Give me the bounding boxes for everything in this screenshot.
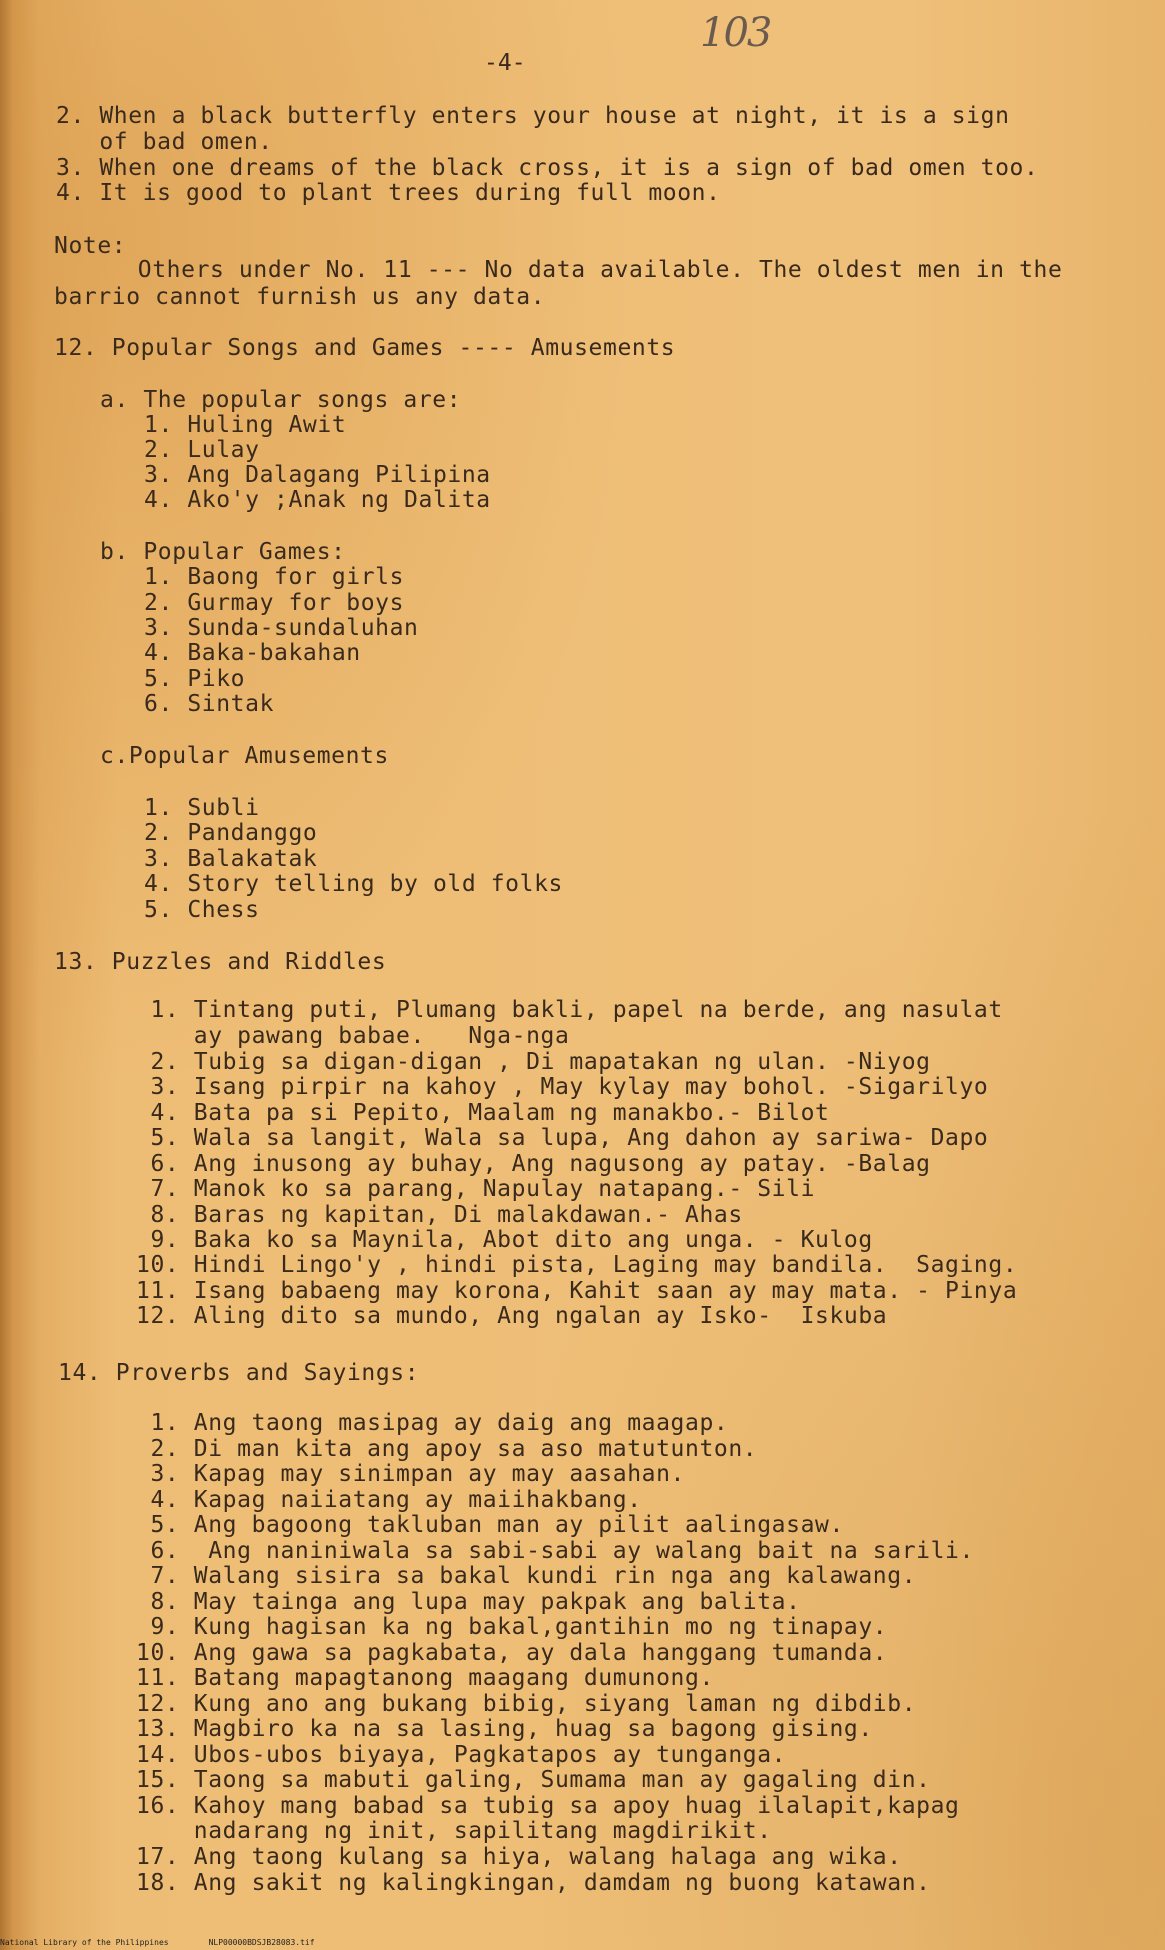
list-item: 4. Baka-bakahan <box>144 640 361 666</box>
riddle-item: 6. Ang inusong ay buhay, Ang nagusong ay patay. -Balag <box>136 1151 931 1177</box>
proverb-item: 18. Ang sakit ng kalingkingan, damdam ng buong katawan. <box>136 1870 931 1896</box>
list-item: 2. Lulay <box>144 437 260 463</box>
proverb-item: 3. Kapag may sinimpan ay may aasahan. <box>136 1461 685 1487</box>
list-item: 4. Story telling by old folks <box>144 871 563 897</box>
proverb-item: 10. Ang gawa sa pagkabata, ay dala hanggang tumanda. <box>136 1640 888 1666</box>
subsection-heading: c.Popular Amusements <box>100 743 389 769</box>
proverb-item: 14. Ubos-ubos biyaya, Pagkatapos ay tunganga. <box>136 1742 787 1768</box>
riddle-item: 9. Baka ko sa Maynila, Abot dito ang unga. - Kulog <box>136 1227 873 1253</box>
section-heading-14: 14. Proverbs and Sayings: <box>58 1360 420 1386</box>
text-line: Others under No. 11 --- No data available. The oldest men in the <box>80 257 1063 283</box>
proverb-item: 12. Kung ano ang bukang bibig, siyang laman ng dibdib. <box>136 1691 917 1717</box>
riddle-item: 3. Isang pirpir na kahoy , May kylay may bohol. -Sigarilyo <box>136 1074 989 1100</box>
proverb-item: 4. Kapag naiiatang ay maiihakbang. <box>136 1487 642 1513</box>
proverb-item: 13. Magbiro ka na sa lasing, huag sa bagong gising. <box>136 1716 873 1742</box>
proverb-item: nadarang ng init, sapilitang magdirikit. <box>136 1818 772 1844</box>
riddle-item: 1. Tintang puti, Plumang bakli, papel na berde, ang nasulat <box>136 997 1003 1023</box>
list-item: 2. Gurmay for boys <box>144 590 405 616</box>
handwritten-page-number: 103 <box>700 10 771 56</box>
riddle-item: 10. Hindi Lingo'y , hindi pista, Laging may bandila. Saging. <box>136 1252 1018 1278</box>
riddle-item: 8. Baras ng kapitan, Di malakdawan.- Ahas <box>136 1202 743 1228</box>
proverb-item: 8. May tainga ang lupa may pakpak ang balita. <box>136 1589 801 1615</box>
riddle-item: 4. Bata pa si Pepito, Maalam ng manakbo.- Bilot <box>136 1100 830 1126</box>
list-item: 5. Piko <box>144 666 246 692</box>
footer-library: National Library of the Philippines <box>0 1938 169 1947</box>
footer-file-id: NLP00000BDSJB28083.tif <box>208 1938 315 1947</box>
page-marker: -4- <box>484 50 526 76</box>
proverb-item: 6. Ang naniniwala sa sabi-sabi ay walang bait na sarili. <box>136 1538 974 1564</box>
list-item: 6. Sintak <box>144 691 275 717</box>
section-heading-13: 13. Puzzles and Riddles <box>54 949 387 975</box>
proverb-item: 2. Di man kita ang apoy sa aso matutunton. <box>136 1436 758 1462</box>
text-line: 2. When a black butterfly enters your house at night, it is a sign <box>56 103 1010 129</box>
list-item: 3. Ang Dalagang Pilipina <box>144 462 491 488</box>
text-line: 4. It is good to plant trees during full moon. <box>56 180 721 206</box>
text-line: barrio cannot furnish us any data. <box>54 284 546 310</box>
list-item: 3. Sunda-sundaluhan <box>144 615 419 641</box>
riddle-item: 5. Wala sa langit, Wala sa lupa, Ang dahon ay sariwa- Dapo <box>136 1125 989 1151</box>
proverb-item: 15. Taong sa mabuti galing, Sumama man ay gagaling din. <box>136 1767 931 1793</box>
list-item: 1. Subli <box>144 795 260 821</box>
proverb-item: 11. Batang mapagtanong maagang dumunong. <box>136 1665 714 1691</box>
section-heading-12: 12. Popular Songs and Games ---- Amusements <box>54 335 676 361</box>
riddle-item: 2. Tubig sa digan-digan , Di mapatakan ng ulan. -Niyog <box>136 1049 931 1075</box>
list-item: 1. Baong for girls <box>144 564 405 590</box>
proverb-item: 7. Walang sisira sa bakal kundi rin nga ang kalawang. <box>136 1563 917 1589</box>
proverb-item: 16. Kahoy mang babad sa tubig sa apoy huag ilalapit,kapag <box>136 1793 960 1819</box>
list-item: 3. Balakatak <box>144 846 318 872</box>
subsection-heading: a. The popular songs are: <box>100 387 462 413</box>
text-line: of bad omen. <box>56 129 273 155</box>
riddle-item: 12. Aling dito sa mundo, Ang ngalan ay Isko- Iskuba <box>136 1303 888 1329</box>
proverb-item: 9. Kung hagisan ka ng bakal,gantihin mo ng tinapay. <box>136 1614 888 1640</box>
proverb-item: 5. Ang bagoong takluban man ay pilit aalingasaw. <box>136 1512 844 1538</box>
paper-edge-shadow <box>0 0 14 1950</box>
proverb-item: 17. Ang taong kulang sa hiya, walang halaga ang wika. <box>136 1844 902 1870</box>
riddle-item: 11. Isang babaeng may korona, Kahit saan ay may mata. - Pinya <box>136 1278 1018 1304</box>
list-item: 1. Huling Awit <box>144 412 347 438</box>
subsection-heading: b. Popular Games: <box>100 539 346 565</box>
list-item: 5. Chess <box>144 897 260 923</box>
proverb-item: 1. Ang taong masipag ay daig ang maagap. <box>136 1410 729 1436</box>
note-heading: Note: <box>54 233 127 259</box>
text-line: 3. When one dreams of the black cross, it is a sign of bad omen too. <box>56 155 1039 181</box>
riddle-item: ay pawang babae. Nga-nga <box>136 1023 570 1049</box>
scan-footer <box>0 1938 315 1947</box>
list-item: 2. Pandanggo <box>144 820 318 846</box>
list-item: 4. Ako'y ;Anak ng Dalita <box>144 487 491 513</box>
riddle-item: 7. Manok ko sa parang, Napulay natapang.- Sili <box>136 1176 816 1202</box>
